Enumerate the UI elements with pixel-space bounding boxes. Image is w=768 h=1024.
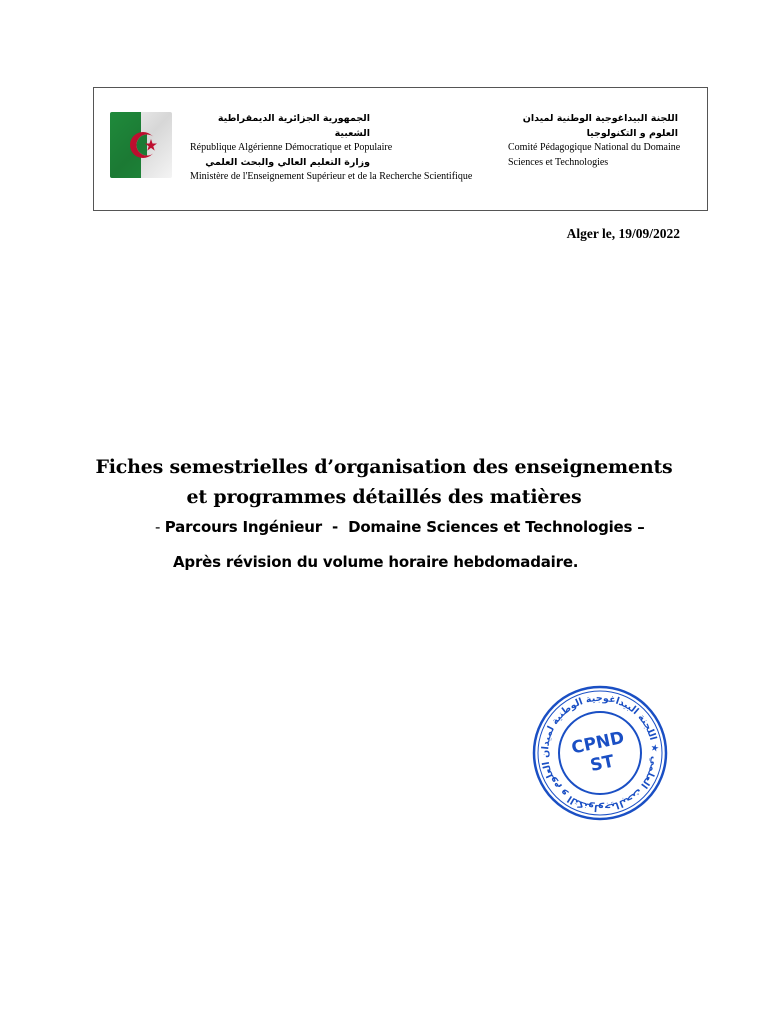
arabic-committee-line-1: اللجنة البيداغوجية الوطنية لميدان: [522, 113, 678, 124]
subtitle-line-1: [155, 518, 645, 536]
subtitle-text: Parcours Ingénieur - Domaine Sciences et Technologies –: [164, 518, 645, 536]
committee-line-2: Sciences et Technologies: [508, 156, 609, 168]
ministry-name: Ministère de l'Enseignement Supérieur et de la Recherche Scientifique: [190, 171, 473, 182]
stamp-ring-text: والبحث العلمي ★ اللجنة البيداغوجية الوطنية لميدان العلوم و التكنولوجيا: [539, 692, 661, 814]
committee-line-1: Comité Pédagogique National du Domaine: [508, 142, 681, 153]
letterhead: [93, 87, 708, 211]
republic-name: République Algérienne Démocratique et Populaire: [190, 142, 393, 153]
letterhead-right: [508, 112, 698, 170]
svg-text:وزارة التعليم العالي والبحث ال: [530, 683, 670, 823]
subtitle-dash: -: [155, 518, 165, 536]
arabic-ministry-name: وزارة التعليم العالي والبحث العلمي: [205, 156, 370, 168]
title-line-2: et programmes détaillés des matières: [186, 486, 582, 508]
stamp-cpnd-text: CPND: [569, 727, 627, 759]
letterhead-left: [190, 112, 510, 185]
algerian-flag-image: [110, 112, 172, 178]
document-title: [60, 452, 708, 512]
title-line-1: Fiches semestrielles d’organisation des enseignements: [95, 456, 673, 478]
subtitle-line-2: Après révision du volume horaire hebdomadaire.: [173, 553, 579, 571]
cpnd-st-stamp: [530, 683, 670, 823]
arabic-republic-name: الجمهورية الجزائرية الديمقراطية الشعبية: [217, 113, 370, 139]
date-line: Alger le, 19/09/2022: [566, 226, 680, 241]
arabic-committee-line-2: العلوم و التكنولوجيا: [586, 127, 678, 139]
stamp-st-text: ST: [588, 751, 617, 777]
